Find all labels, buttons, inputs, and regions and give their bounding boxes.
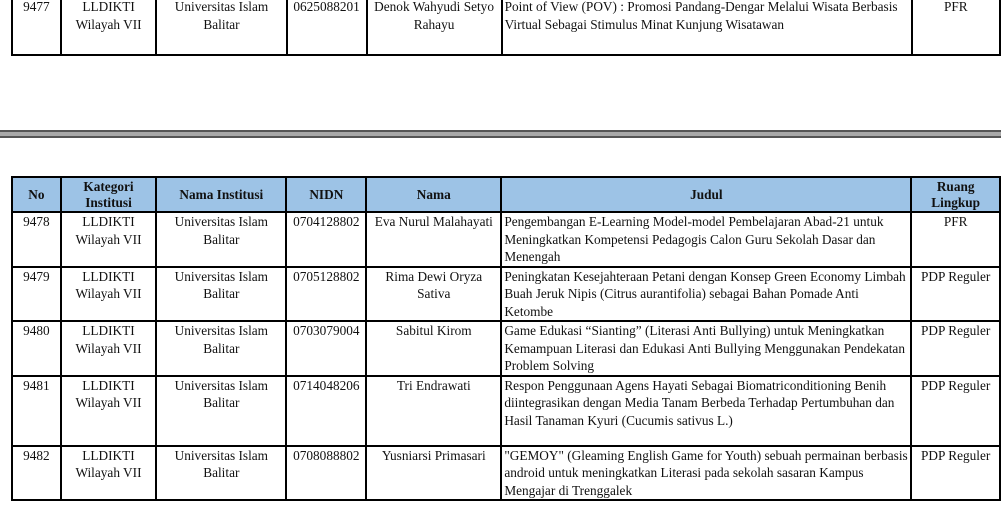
cell-institusi: Universitas Islam Balitar	[156, 376, 286, 446]
header-judul: Judul	[501, 177, 911, 212]
cell-institusi: Universitas Islam Balitar	[156, 0, 286, 55]
cell-nidn: 0708088802	[286, 446, 366, 501]
cell-institusi: Universitas Islam Balitar	[156, 212, 286, 267]
cell-ruang: PDP Reguler	[911, 321, 1000, 376]
cell-no: 9480	[12, 321, 61, 376]
table-header-row	[12, 177, 1000, 212]
data-table	[11, 176, 1001, 501]
table-row	[12, 321, 1000, 376]
cell-judul: Point of View (POV) : Promosi Pandang-Dengar Melalui Wisata Berbasis Virtual Sebagai Stimulus Minat Kunjung Wisatawan	[502, 0, 912, 55]
cell-ruang: PDP Reguler	[911, 446, 1000, 501]
table-row	[12, 0, 1000, 55]
cell-no: 9481	[12, 376, 61, 446]
cell-nama: Denok Wahyudi Setyo Rahayu	[367, 0, 502, 55]
cell-judul: "GEMOY" (Gleaming English Game for Youth) sebuah permainan berbasis android untuk meningkatkan Literasi pada sekolah sasaran Kampus Mengajar di Trenggalek	[501, 446, 911, 501]
cell-kategori: LLDIKTI Wilayah VII	[61, 212, 156, 267]
cell-judul: Respon Penggunaan Agens Hayati Sebagai Biomatriconditioning Benih diintegrasikan dengan Media Tanam Berbeda Terhadap Pertumbuhan dan Hasil Tanaman Kyuri (Cucumis sativus L.)	[501, 376, 911, 446]
cell-nama: Tri Endrawati	[366, 376, 501, 446]
cell-nama: Yusniarsi Primasari	[366, 446, 501, 501]
cell-ruang: PFR	[912, 0, 1000, 55]
cell-nama: Sabitul Kirom	[366, 321, 501, 376]
cell-nidn: 0704128802	[286, 212, 366, 267]
cell-nidn: 0705128802	[286, 267, 366, 322]
cell-nidn: 0625088201	[287, 0, 367, 55]
cell-no: 9482	[12, 446, 61, 501]
cell-kategori: LLDIKTI Wilayah VII	[61, 376, 156, 446]
table-row	[12, 446, 1000, 501]
cell-nama: Eva Nurul Malahayati	[366, 212, 501, 267]
header-no: No	[12, 177, 61, 212]
cell-institusi: Universitas Islam Balitar	[156, 321, 286, 376]
header-nidn: NIDN	[286, 177, 366, 212]
cell-judul: Game Edukasi “Sianting” (Literasi Anti Bullying) untuk Meningkatkan Kemampuan Literasi dan Edukasi Anti Bullying Menggunakan Pendekatan Problem Solving	[501, 321, 911, 376]
cell-nidn: 0703079004	[286, 321, 366, 376]
cell-ruang: PDP Reguler	[911, 376, 1000, 446]
cell-ruang: PFR	[911, 212, 1000, 267]
cell-ruang: PDP Reguler	[911, 267, 1000, 322]
cell-judul: Pengembangan E-Learning Model-model Pembelajaran Abad-21 untuk Meningkatkan Kompetensi Pedagogis Calon Guru Sekolah Dasar dan Menengah	[501, 212, 911, 267]
previous-page-table	[11, 0, 1001, 56]
cell-nidn: 0714048206	[286, 376, 366, 446]
cell-judul: Peningkatan Kesejahteraan Petani dengan Konsep Green Economy Limbah Buah Jeruk Nipis (Citrus aurantifolia) sebagai Bahan Pomade Anti Ketombe	[501, 267, 911, 322]
cell-kategori: LLDIKTI Wilayah VII	[61, 321, 156, 376]
cell-no: 9477	[12, 0, 61, 55]
cell-institusi: Universitas Islam Balitar	[156, 446, 286, 501]
table-row	[12, 267, 1000, 322]
cell-kategori: LLDIKTI Wilayah VII	[61, 446, 156, 501]
cell-no: 9479	[12, 267, 61, 322]
header-nama: Nama	[366, 177, 501, 212]
header-ruang: Ruang Lingkup	[911, 177, 1000, 212]
page-separator	[0, 130, 1001, 138]
header-kategori: Kategori Institusi	[61, 177, 156, 212]
cell-kategori: LLDIKTI Wilayah VII	[61, 267, 156, 322]
cell-nama: Rima Dewi Oryza Sativa	[366, 267, 501, 322]
cell-institusi: Universitas Islam Balitar	[156, 267, 286, 322]
cell-kategori: LLDIKTI Wilayah VII	[61, 0, 157, 55]
cell-no: 9478	[12, 212, 61, 267]
table-row	[12, 212, 1000, 267]
table-row	[12, 376, 1000, 446]
header-institusi: Nama Institusi	[156, 177, 286, 212]
